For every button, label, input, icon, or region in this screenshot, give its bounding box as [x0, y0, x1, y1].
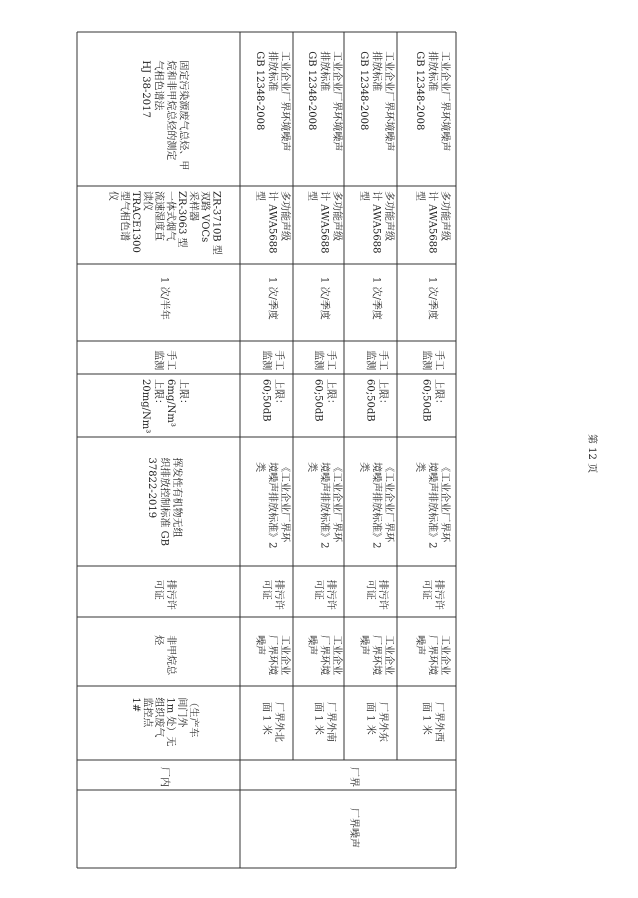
cell-basis: 可证: [260, 579, 272, 600]
cell-limit: 20mg/Nm³: [139, 379, 151, 434]
cell-point: 面 1 米: [312, 702, 324, 735]
cell-limit: 60;50dB: [260, 379, 272, 422]
cell-basis: 排污许: [164, 579, 176, 610]
cell-standard: 类: [414, 462, 425, 473]
cell-analysis: 排放标准: [318, 51, 330, 92]
cell-point: 1m 处）无: [164, 697, 176, 747]
cell-item: 烃: [152, 635, 164, 646]
svg-text:第 12 页: 第 12 页: [586, 434, 597, 474]
table-cells: [107, 51, 452, 848]
cell-analysis: 排放标准: [370, 51, 382, 92]
cell-standard: 《工业企业厂界环: [331, 462, 342, 543]
cell-limit: 上限：: [376, 379, 388, 409]
cell-analysis: 工业企业厂界环境噪声: [383, 51, 394, 152]
cell-instrument: 型: [306, 191, 317, 201]
cell-limit: 上限：: [152, 379, 164, 409]
cell-standard: 境噪声排放标准》2: [266, 462, 278, 549]
cell-item: 工业企业: [383, 635, 394, 676]
cell-limit: 上限：: [272, 379, 284, 409]
cell-basis: 排污许: [376, 579, 388, 610]
cell-item: 厂界环境: [266, 635, 278, 676]
cell-frequency: 1 次/半年: [158, 276, 170, 320]
cell-analysis: 工业企业厂界环境噪声: [331, 51, 342, 152]
cell-method: 监测: [152, 350, 164, 371]
cell-standard: 类: [306, 462, 317, 473]
cell-method: 监测: [260, 350, 272, 371]
cell-method: 手工: [272, 350, 284, 371]
cell-point: 厂界外东: [376, 702, 388, 742]
cell-item: 厂界环境: [318, 635, 330, 676]
cell-limit: 上限：: [324, 379, 336, 409]
cell-instrument: 型: [358, 191, 369, 201]
table-grid: [77, 32, 456, 868]
cell-method: 手工: [376, 350, 388, 371]
cell-analysis: 排放标准: [266, 51, 278, 92]
cell-basis: 排污许: [272, 579, 284, 610]
cell-standard: 境噪声排放标准》2: [370, 462, 382, 549]
cell-standard: 挥发性有机物无组: [171, 457, 182, 538]
cell-limit: 上限：: [432, 379, 444, 409]
cell-item: 工业企业: [279, 635, 290, 676]
cell-point: 间门外: [175, 697, 187, 728]
cell-item: 噪声: [414, 635, 425, 656]
cell-point: 1#: [129, 697, 141, 713]
cell-instrument: TRACE1300: [129, 191, 141, 253]
cell-analysis: 工业企业厂界环境噪声: [439, 51, 450, 152]
cell-instrument: ZR-3063 型: [175, 191, 187, 248]
cell-point: 组织废气: [152, 697, 164, 738]
cell-standard: 类: [254, 462, 265, 473]
cell-instrument: 流速湿度直: [152, 191, 164, 241]
cell-instrument: 多功能声级: [279, 191, 290, 241]
cell-instrument: 多功能声级: [383, 191, 394, 241]
cell-point: 面 1 米: [260, 702, 272, 735]
cell-item: 噪声: [358, 635, 369, 656]
cell-analysis: GB 12348-2008: [414, 51, 425, 131]
cell-standard: 织排放控制标准 GB: [158, 457, 170, 547]
cell-frequency: 1 次/季度: [370, 276, 382, 320]
cell-analysis: 固定污染源废气总烃、甲: [177, 60, 189, 171]
cell-method: 监测: [364, 350, 376, 371]
category-noise: 厂界噪声: [348, 808, 359, 848]
cell-instrument: 读仪: [141, 191, 153, 211]
cell-point: （生产车: [187, 697, 199, 738]
cell-limit: 上限：: [177, 379, 189, 409]
cell-limit: 60;50dB: [420, 379, 432, 422]
cell-point: 监控点: [141, 697, 153, 728]
cell-instrument: 多功能声级: [331, 191, 342, 241]
cell-method: 手工: [164, 350, 176, 371]
cell-analysis: 工业企业厂界环境噪声: [279, 51, 290, 152]
location-boundary: 厂界: [348, 767, 359, 787]
cell-instrument: ZR-3710B 型: [210, 191, 222, 255]
cell-instrument: 型气相色谱: [118, 191, 130, 241]
cell-frequency: 1 次/季度: [266, 276, 278, 320]
cell-basis: 可证: [152, 579, 164, 600]
cell-limit: 60;50dB: [312, 379, 324, 422]
cell-method: 手工: [432, 350, 444, 371]
cell-point: 面 1 米: [420, 702, 432, 735]
cell-instrument: 计 AWA5688: [318, 191, 330, 254]
cell-instrument: 型: [414, 191, 425, 201]
location-inside: 厂内: [158, 767, 170, 787]
cell-standard: 《工业企业厂界环: [279, 462, 290, 543]
cell-analysis: GB 12348-2008: [358, 51, 369, 131]
cell-point: 厂界外北: [272, 702, 284, 742]
cell-analysis: GB 12348-2008: [306, 51, 317, 131]
cell-item: 厂界环境: [370, 635, 382, 676]
cell-basis: 可证: [420, 579, 432, 600]
cell-frequency: 1 次/季度: [318, 276, 330, 320]
cell-standard: 《工业企业厂界环: [439, 462, 450, 543]
cell-analysis: 气相色谱法: [152, 60, 164, 111]
cell-instrument: 计 AWA5688: [426, 191, 438, 254]
cell-instrument: 双路 VOCs: [198, 191, 210, 243]
cell-standard: 境噪声排放标准》2: [426, 462, 438, 549]
cell-instrument: 采样器: [187, 191, 199, 221]
cell-method: 监测: [312, 350, 324, 371]
cell-instrument: 仪: [106, 191, 118, 201]
cell-item: 非甲烷总: [164, 635, 176, 676]
cell-basis: 可证: [364, 579, 376, 600]
cell-instrument: 计 AWA5688: [370, 191, 382, 254]
cell-instrument: 型: [254, 191, 265, 201]
cell-method: 监测: [420, 350, 432, 371]
cell-point: 厂界外西: [432, 702, 444, 742]
cell-item: 工业企业: [439, 635, 450, 676]
cell-limit: 6mg/Nm³: [164, 379, 176, 427]
cell-standard: 境噪声排放标准》2: [318, 462, 330, 549]
cell-item: 噪声: [306, 635, 317, 656]
cell-instrument: 多功能声级: [439, 191, 450, 241]
cell-point: 面 1 米: [364, 702, 376, 735]
cell-limit: 60;50dB: [364, 379, 376, 422]
cell-basis: 可证: [312, 579, 324, 600]
cell-standard: 《工业企业厂界环: [383, 462, 394, 543]
cell-instrument: 一体式烟气: [164, 191, 176, 241]
cell-basis: 排污许: [432, 579, 444, 610]
cell-analysis: GB 12348-2008: [254, 51, 265, 131]
cell-basis: 排污许: [324, 579, 336, 610]
cell-analysis: 排放标准: [426, 51, 438, 92]
page-number: [586, 432, 600, 492]
cell-item: 噪声: [254, 635, 265, 656]
cell-item: 厂界环境: [426, 635, 438, 676]
cell-standard: 类: [358, 462, 369, 473]
cell-analysis: HJ 38-2017: [139, 60, 151, 118]
cell-item: 工业企业: [331, 635, 342, 676]
cell-analysis: 烷和非甲烷总烃的测定: [164, 60, 176, 161]
cell-point: 厂界外南: [324, 702, 336, 742]
cell-standard: 37822-2019: [146, 457, 157, 519]
cell-method: 手工: [324, 350, 336, 371]
cell-frequency: 1 次/季度: [426, 276, 438, 320]
cell-instrument: 计 AWA5688: [266, 191, 278, 254]
